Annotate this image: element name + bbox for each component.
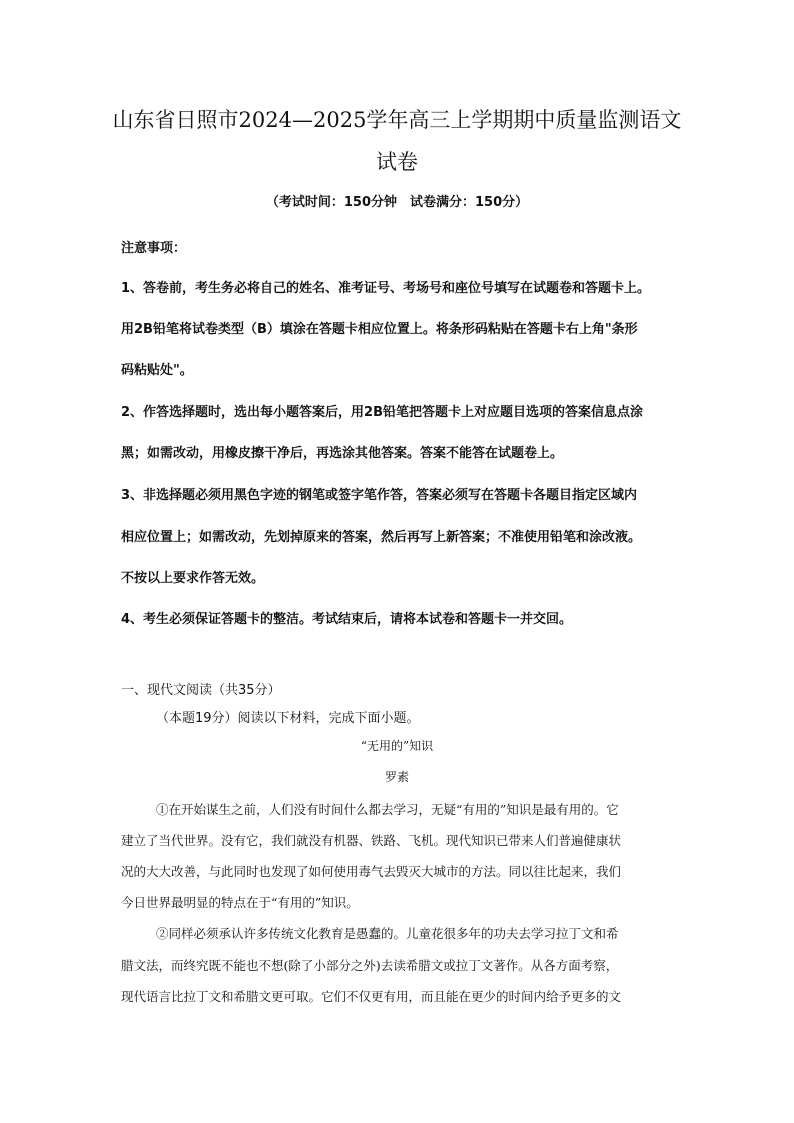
- reading-intro: （本题19分）阅读以下材料，完成下面小题。: [156, 711, 420, 726]
- document-title-line-2: 试卷: [376, 150, 418, 174]
- note-line: 相应位置上；如需改动，先划掉原来的答案，然后再写上新答案；不准使用铅笔和涂改液。: [121, 530, 642, 545]
- note-line: 黑；如需改动，用橡皮擦干净后，再选涂其他答案。答案不能答在试题卷上。: [121, 446, 564, 461]
- note-line: 码粘贴处"。: [121, 363, 193, 378]
- article-line: ①在开始谋生之前，人们没有时间什么都去学习，无疑“有用的”知识是最有用的。它: [156, 802, 619, 817]
- section-heading: 一、现代文阅读（共35分）: [121, 683, 281, 698]
- document-title-line-1: 山东省日照市2024—2025学年高三上学期期中质量监测语文: [112, 108, 682, 132]
- note-line: 3、非选择题必须用黑色字迹的钢笔或签字笔作答，答案必须写在答题卡各题目指定区域内: [121, 488, 638, 503]
- notes-heading: 注意事项：: [121, 241, 187, 256]
- note-line: 4、考生必须保证答题卡的整洁。考试结束后，请将本试卷和答题卡一并交回。: [121, 612, 573, 627]
- note-line: 2、作答选择题时，选出每小题答案后，用2B铅笔把答题卡上对应题目选项的答案信息点涂: [121, 405, 644, 420]
- article-line: 况的大大改善，与此同时也发现了如何使用毒气去毁灭大城市的方法。同以往比起来，我们: [121, 864, 622, 879]
- article-line: 腊文法，而终究既不能也不想(除了小部分之外)去读希腊文或拉丁文著作。从各方面考察，: [121, 958, 619, 973]
- article-line: 现代语言比拉丁文和希腊文更可取。它们不仅更有用，而且能在更少的时间内给予更多的文: [121, 989, 622, 1004]
- exam-info: （考试时间：150分钟 试卷满分：150分）: [265, 195, 529, 210]
- article-title: “无用的”知识: [360, 739, 434, 753]
- note-line: 1、答卷前，考生务必将自己的姓名、准考证号、考场号和座位号填写在试题卷和答题卡上。: [121, 281, 651, 296]
- note-line: 用2B铅笔将试卷类型（B）填涂在答题卡相应位置上。将条形码粘贴在答题卡右上角"条形: [121, 322, 638, 337]
- article-line: 建立了当代世界。没有它，我们就没有机器、铁路、飞机。现代知识已带来人们普遍健康状: [121, 833, 622, 848]
- article-line: ②同样必须承认许多传统文化教育是愚蠢的。儿童花很多年的功夫去学习拉丁文和希: [156, 926, 619, 941]
- note-line: 不按以上要求作答无效。: [121, 571, 265, 586]
- article-line: 今日世界最明显的特点在于“有用的”知识。: [121, 895, 359, 910]
- article-author: 罗素: [384, 770, 409, 784]
